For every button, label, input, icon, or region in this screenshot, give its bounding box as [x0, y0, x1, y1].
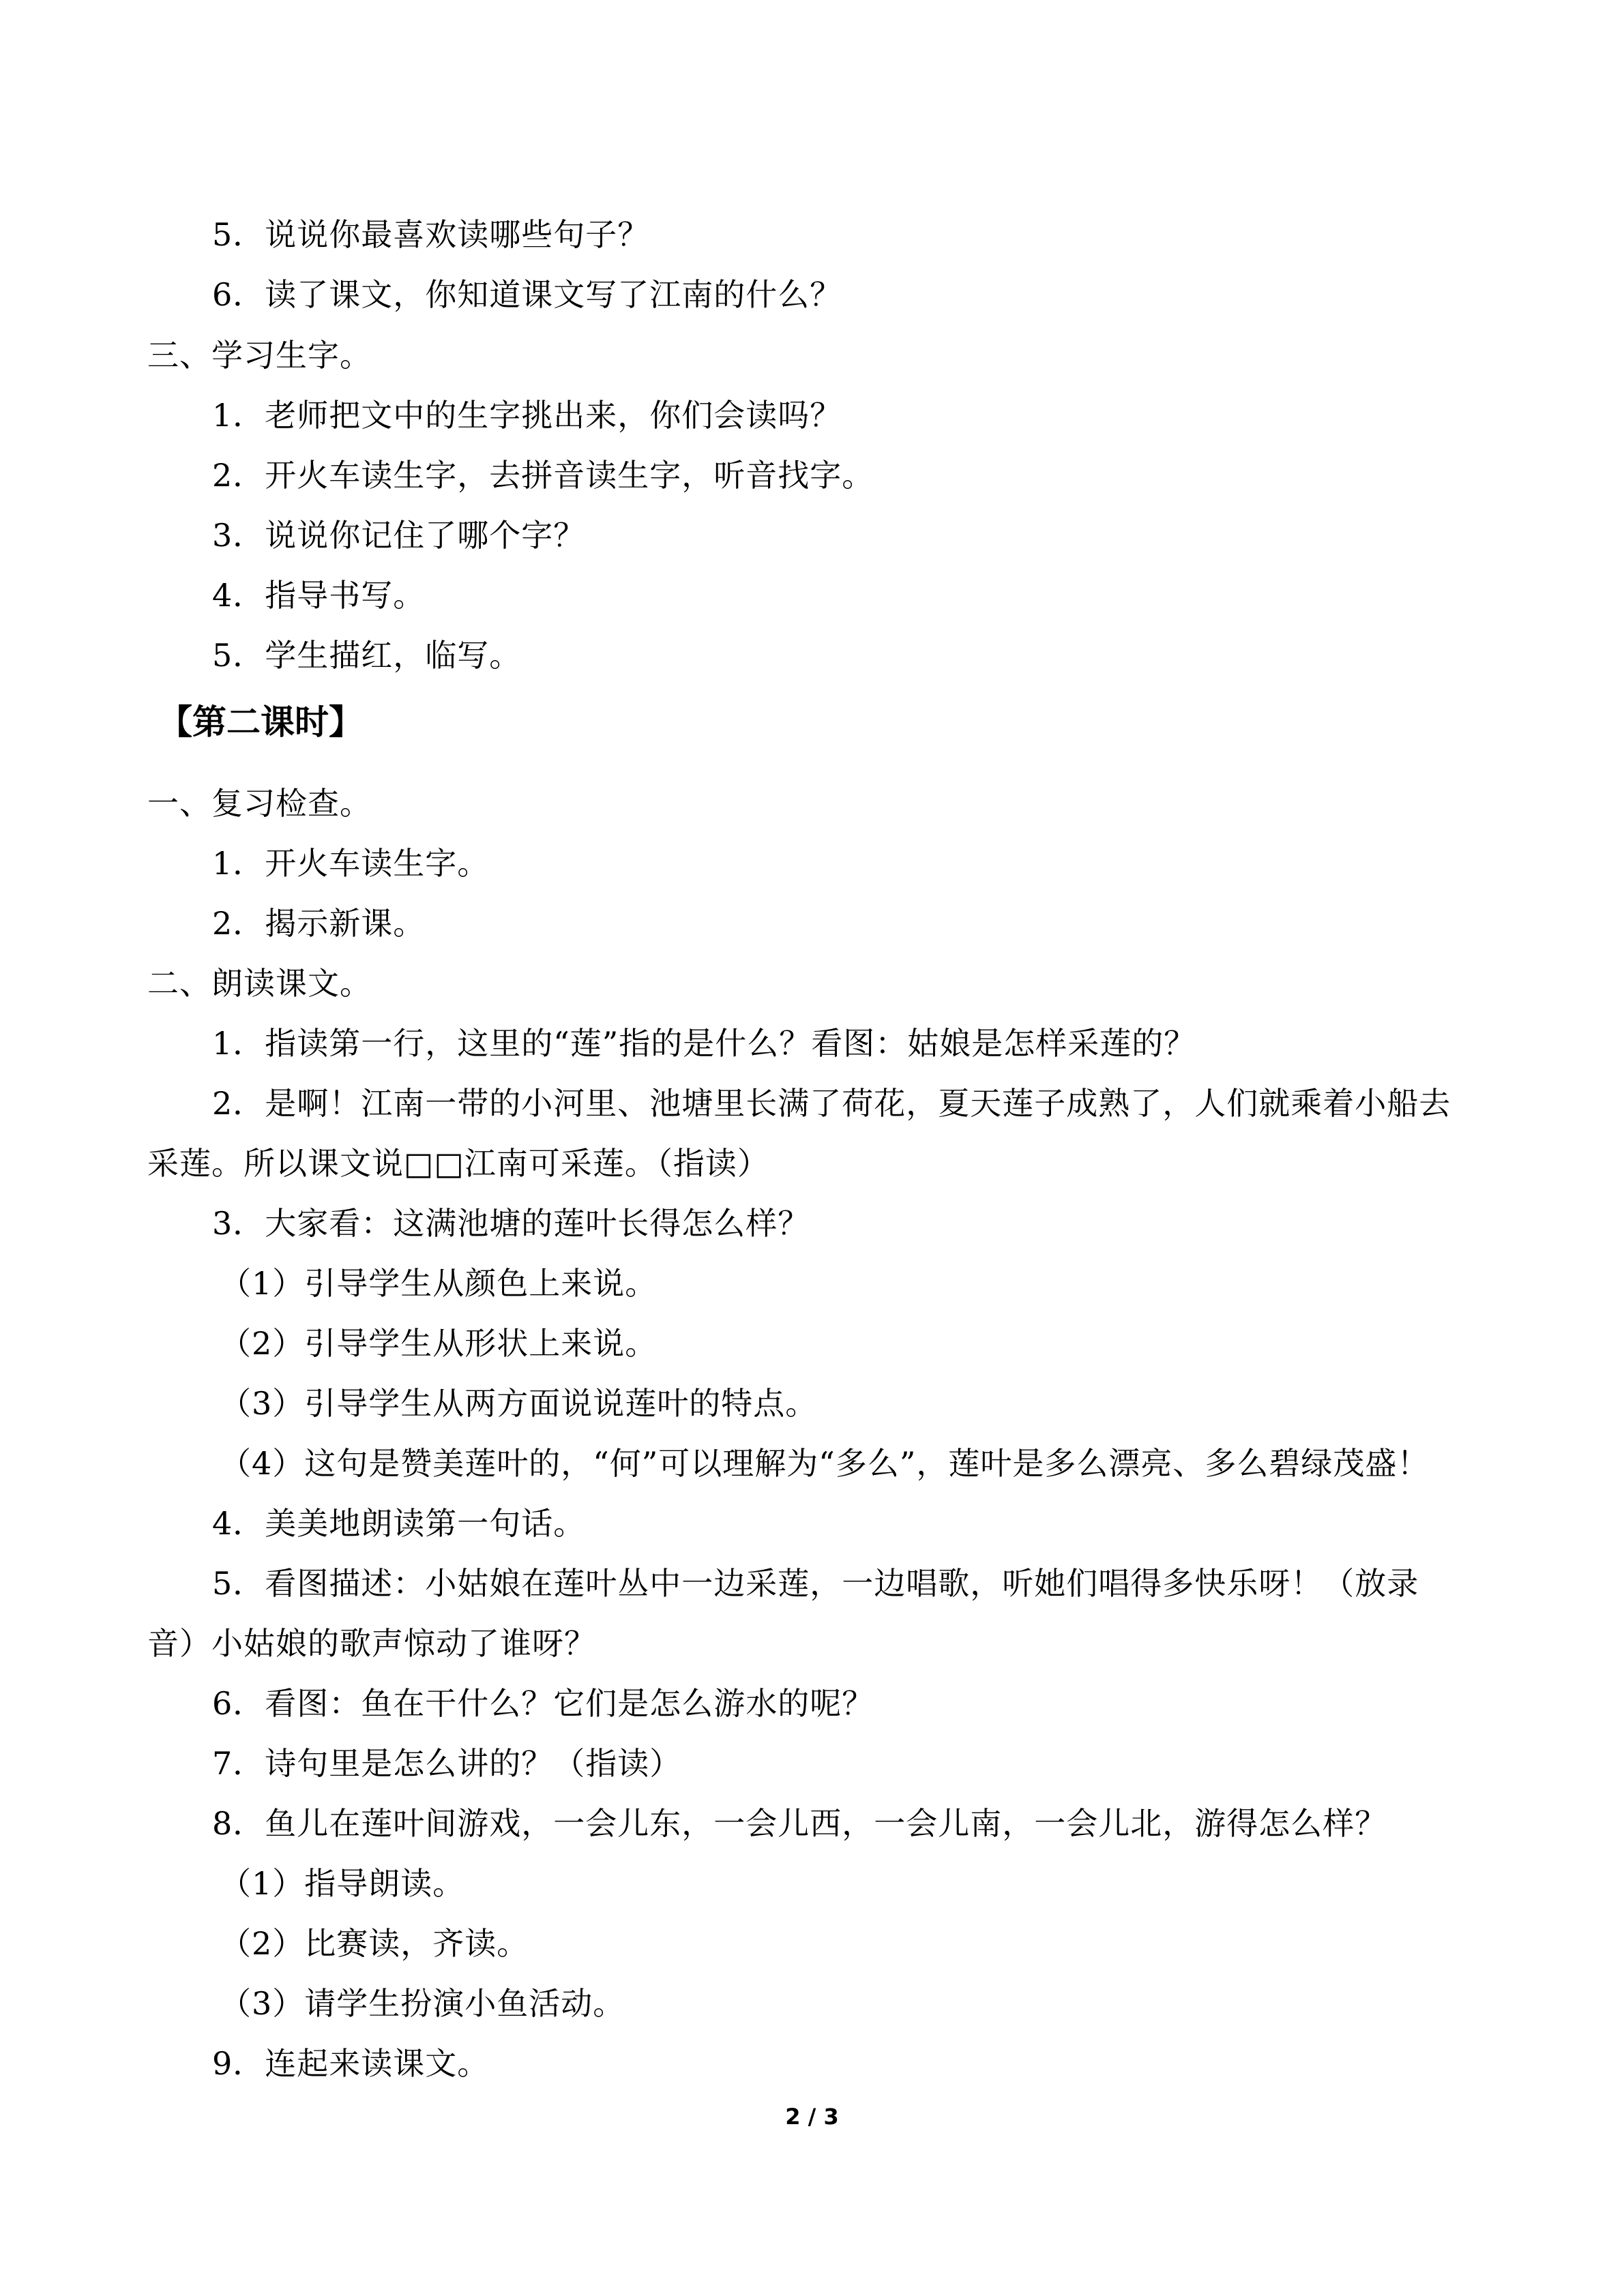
list-item: 4．指导书写。 — [212, 577, 426, 614]
list-item: 5．学生描红，临写。 — [212, 637, 522, 674]
sub-list-item: （3）引导学生从两方面说说莲叶的特点。 — [220, 1385, 818, 1422]
sub-list-item: （3）请学生扮演小鱼活动。 — [220, 1985, 625, 2022]
list-item: 2．揭示新课。 — [212, 905, 426, 942]
list-item: 5．看图描述：小姑娘在莲叶丛中一边采莲，一边唱歌，听她们唱得多快乐呀！（放录 — [212, 1565, 1419, 1602]
sub-list-item: （2）比赛读，齐读。 — [220, 1925, 529, 1962]
section-title: 三、学习生字。 — [147, 337, 372, 374]
list-item: 2．开火车读生字，去拼音读生字，听音找字。 — [212, 457, 874, 494]
list-item: 1．开火车读生字。 — [212, 845, 490, 882]
section-title: 二、朗读课文。 — [147, 965, 372, 1002]
list-item: 4．美美地朗读第一句话。 — [212, 1505, 586, 1542]
list-item: 1．老师把文中的生字挑出来，你们会读吗？ — [212, 397, 842, 434]
list-item: 6．看图：鱼在干什么？它们是怎么游水的呢？ — [212, 1685, 874, 1722]
list-item: 3．大家看：这满池塘的莲叶长得怎么样？ — [212, 1205, 810, 1242]
list-item-continuation: 音）小姑娘的歌声惊动了谁呀？ — [147, 1625, 596, 1662]
sub-list-item: （1）指导朗读。 — [220, 1865, 465, 1902]
sub-list-item: （4）这句是赞美莲叶的，“何”可以理解为“多么”，莲叶是多么漂亮、多么碧绿茂盛！ — [220, 1445, 1430, 1482]
section-title: 一、复习检查。 — [147, 785, 372, 822]
list-item: 2．是啊！江南一带的小河里、池塘里长满了荷花，夏天莲子成熟了，人们就乘着小船去 — [212, 1085, 1451, 1122]
list-item: 6．读了课文，你知道课文写了江南的什么？ — [212, 276, 842, 313]
lesson-heading: 【第二课时】 — [158, 702, 363, 742]
page-number: 2 / 3 — [785, 2104, 839, 2130]
list-item: 9．连起来读课文。 — [212, 2045, 490, 2082]
list-item: 5．说说你最喜欢读哪些句子？ — [212, 216, 650, 253]
list-item: 3．说说你记住了哪个字？ — [212, 517, 586, 554]
list-item: 1．指读第一行，这里的“莲”指的是什么？看图：姑娘是怎样采莲的？ — [212, 1025, 1196, 1062]
sub-list-item: （2）引导学生从形状上来说。 — [220, 1325, 658, 1362]
list-item: 8．鱼儿在莲叶间游戏，一会儿东，一会儿西，一会儿南，一会儿北，游得怎么样？ — [212, 1805, 1387, 1842]
sub-list-item: （1）引导学生从颜色上来说。 — [220, 1265, 658, 1302]
list-item-continuation: 采莲。所以课文说□□江南可采莲。（指读） — [147, 1145, 769, 1182]
list-item: 7．诗句里是怎么讲的？（指读） — [212, 1745, 682, 1782]
